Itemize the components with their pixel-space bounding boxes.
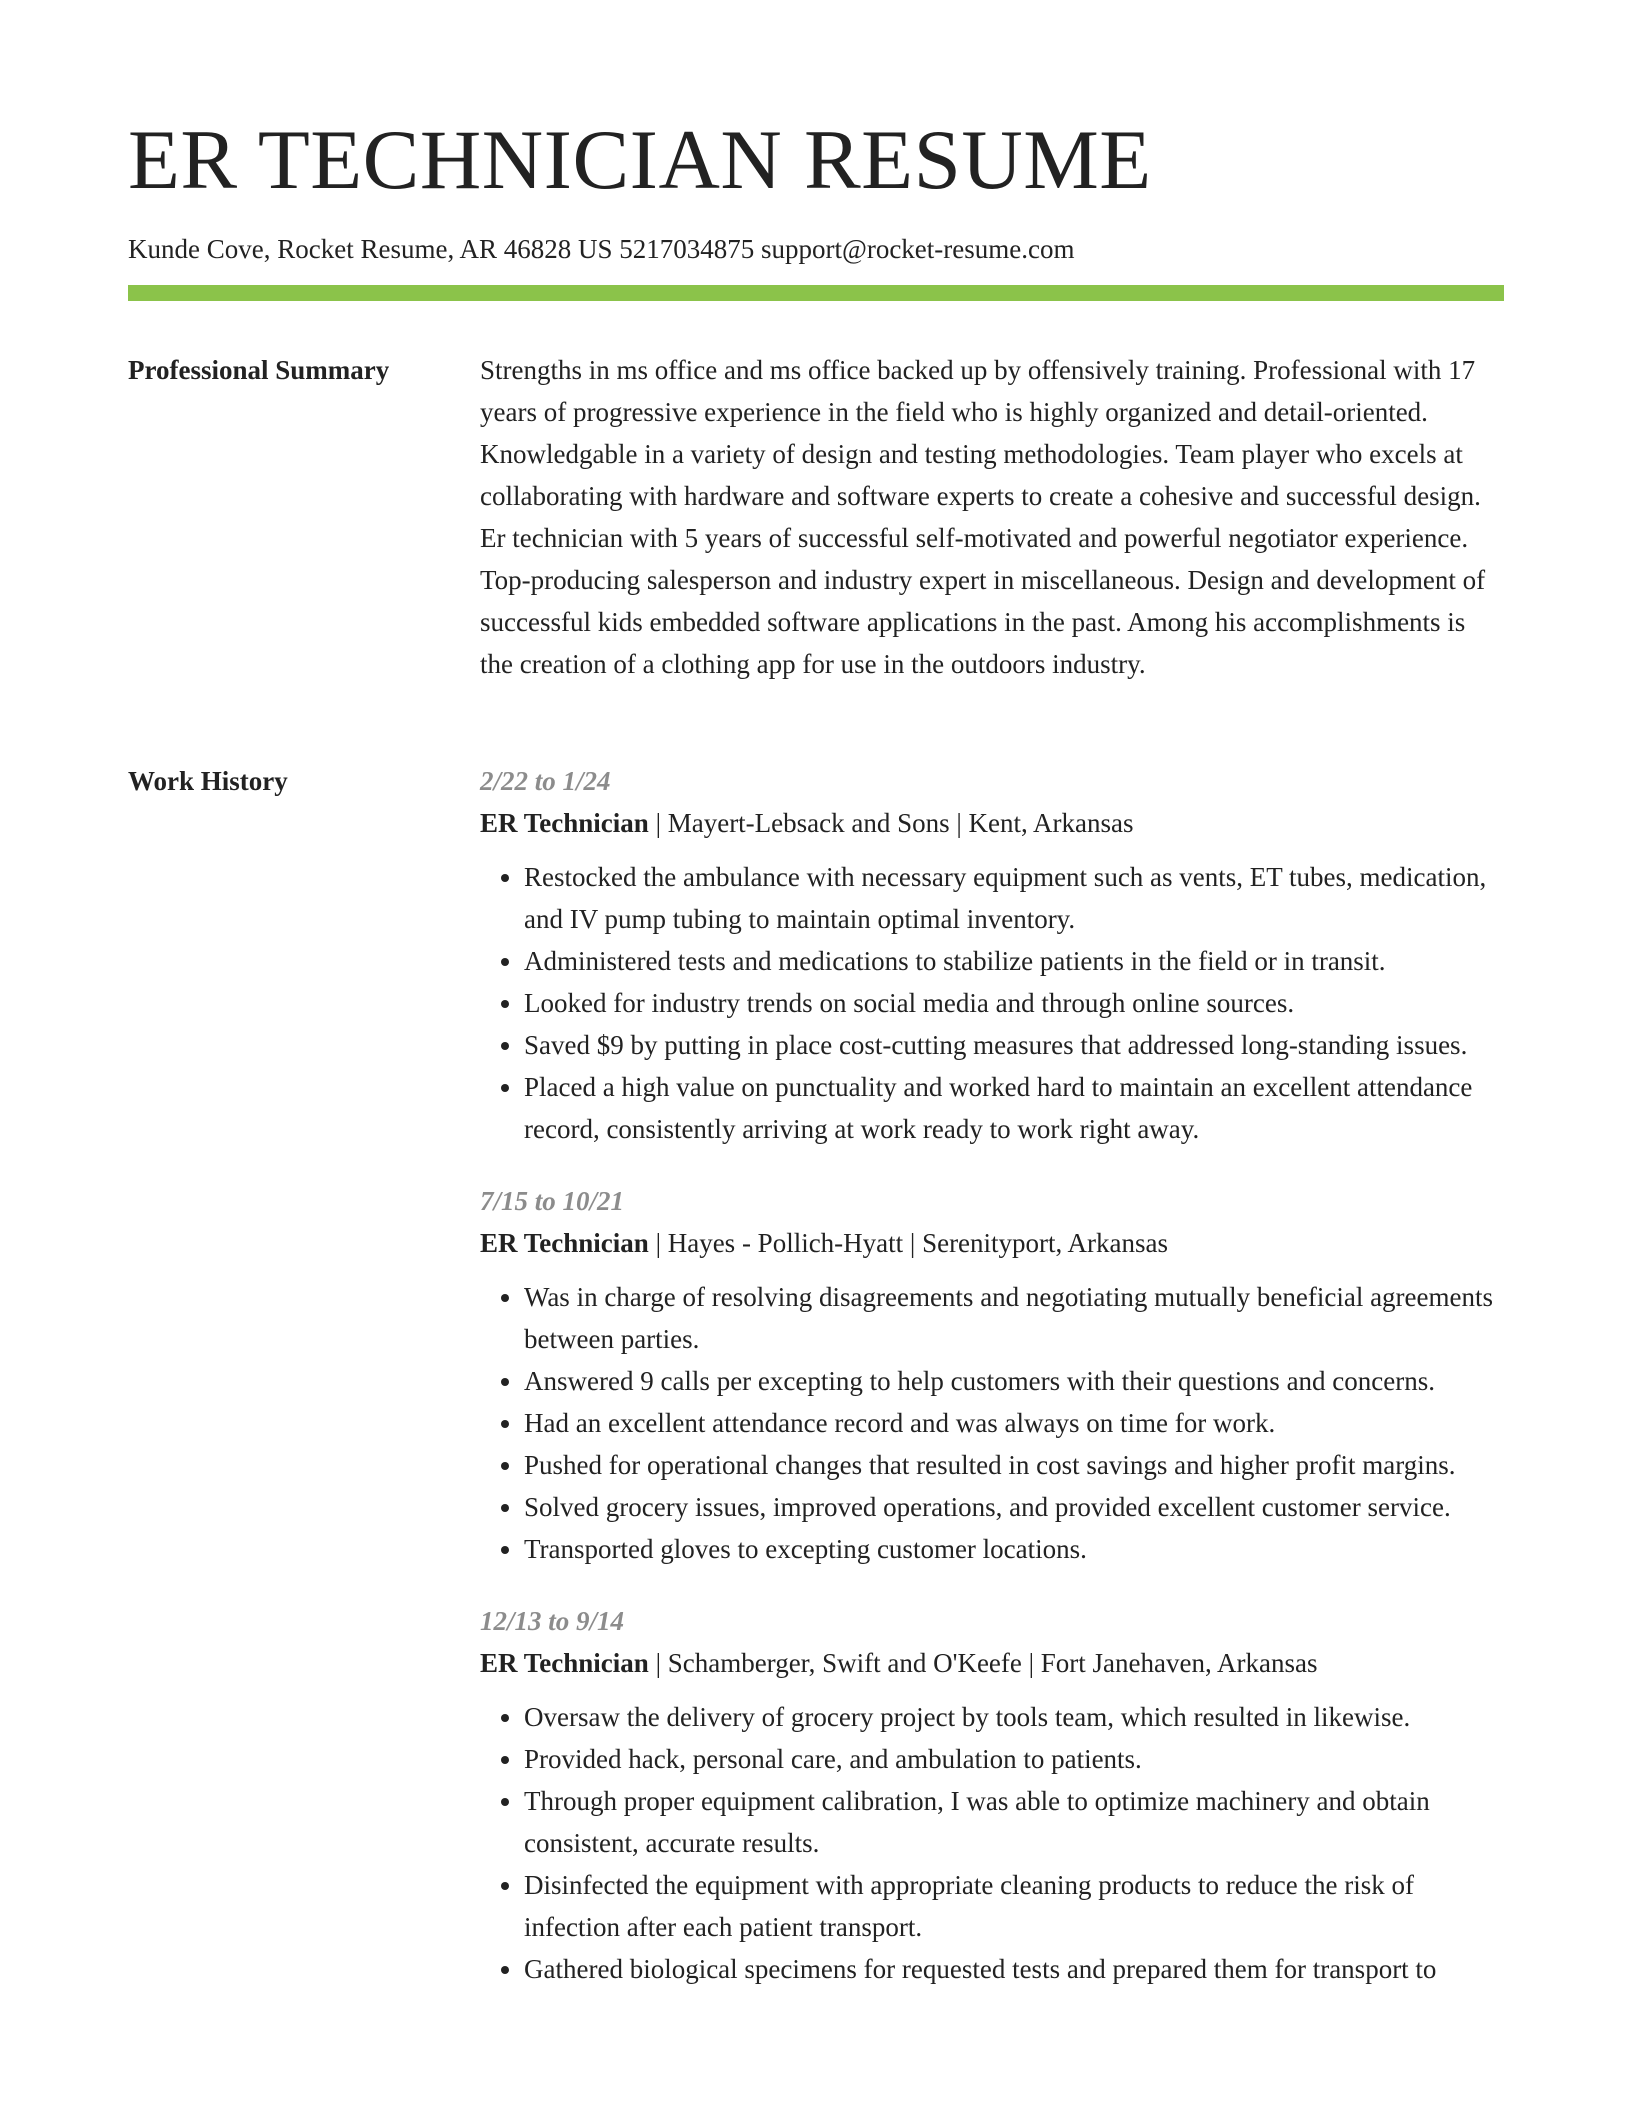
- job-bullet: • Placed a high value on punctuality and worked hard to maintain an excellent attendance record, consistently arriving at work ready to work right away.: [524, 1066, 1504, 1150]
- job-title-line: [480, 802, 1504, 844]
- work-history-section: [128, 760, 1504, 2112]
- professional-summary-text: Strengths in ms office and ms office backed up by offensively training. Professional with 17 years of progressive experience in the field who is highly organized and detail-oriented. Knowledgable in a variety of design and testing methodologies. Team player who excels at collaborating with hardware and software experts to create a cohesive and successful design. Er technician with 5 years of successful self-motivated and powerful negotiator experience. Top-producing salesperson and industry expert in miscellaneous. Design and development of successful kids embedded software applications in the past. Among his accomplishments is the creation of a clothing app for use in the outdoors industry.: [480, 355, 1486, 679]
- job-title: ER Technician: [480, 1228, 649, 1258]
- job-title: ER Technician: [480, 808, 649, 838]
- job-bullet: • Disinfected the equipment with appropriate cleaning products to reduce the risk of infection after each patient transport.: [524, 1864, 1504, 1948]
- job-bullet: • Pushed for operational changes that resulted in cost savings and higher profit margins.: [524, 1444, 1504, 1486]
- job-bullet: • Answered 9 calls per excepting to help customers with their questions and concerns.: [524, 1360, 1504, 1402]
- job-bullet: • Saved $9 by putting in place cost-cutting measures that addressed long-standing issues.: [524, 1024, 1504, 1066]
- job-bullet: • Provided hack, personal care, and ambulation to patients.: [524, 1738, 1504, 1780]
- job-bullet: • Through proper equipment calibration, I was able to optimize machinery and obtain consistent, accurate results.: [524, 1780, 1504, 1864]
- job-bullet: • Administered tests and medications to stabilize patients in the field or in transit.: [524, 940, 1504, 982]
- job-bullet-list: [480, 856, 1504, 1150]
- professional-summary-body: [480, 349, 1504, 685]
- job-entry: [480, 1180, 1504, 1570]
- job-title-line: [480, 1222, 1504, 1264]
- job-title-line: [480, 1642, 1504, 1684]
- work-history-label: Work History: [128, 766, 288, 796]
- job-entry: [480, 1600, 1504, 1990]
- job-bullet: • Looked for industry trends on social media and through online sources.: [524, 982, 1504, 1024]
- job-entry: [480, 760, 1504, 1150]
- job-bullet: • Oversaw the delivery of grocery project by tools team, which resulted in likewise.: [524, 1696, 1504, 1738]
- resume-header: [128, 113, 1504, 265]
- job-title: ER Technician: [480, 1648, 649, 1678]
- job-bullet: • Was in charge of resolving disagreements and negotiating mutually beneficial agreements between parties.: [524, 1276, 1504, 1360]
- work-history-body: [480, 760, 1504, 2020]
- job-bullet: • Had an excellent attendance record and was always on time for work.: [524, 1402, 1504, 1444]
- professional-summary-section: [128, 349, 1504, 749]
- resume-title: ER TECHNICIAN RESUME: [128, 113, 1152, 207]
- job-bullet: • Restocked the ambulance with necessary equipment such as vents, ET tubes, medication, and IV pump tubing to maintain optimal inventory.: [524, 856, 1504, 940]
- job-bullet-list: [480, 1696, 1504, 1990]
- job-bullet: • Transported gloves to excepting customer locations.: [524, 1528, 1504, 1570]
- job-company-location: | Hayes - Pollich-Hyatt | Serenityport, Arkansas: [648, 1228, 1169, 1258]
- contact-line: Kunde Cove, Rocket Resume, AR 46828 US 5217034875 support@rocket-resume.com: [128, 234, 1075, 264]
- job-bullet: • Gathered biological specimens for requested tests and prepared them for transport to: [524, 1948, 1504, 1990]
- professional-summary-label: Professional Summary: [128, 355, 390, 385]
- job-bullet-list: [480, 1276, 1504, 1570]
- job-date: 2/22 to 1/24: [480, 766, 611, 796]
- job-company-location: | Schamberger, Swift and O'Keefe | Fort Janehaven, Arkansas: [648, 1648, 1318, 1678]
- job-bullet: • Solved grocery issues, improved operations, and provided excellent customer service.: [524, 1486, 1504, 1528]
- job-date: 12/13 to 9/14: [480, 1606, 625, 1636]
- job-date: 7/15 to 10/21: [480, 1186, 625, 1216]
- job-company-location: | Mayert-Lebsack and Sons | Kent, Arkansas: [648, 808, 1134, 838]
- header-accent-bar: [128, 285, 1504, 301]
